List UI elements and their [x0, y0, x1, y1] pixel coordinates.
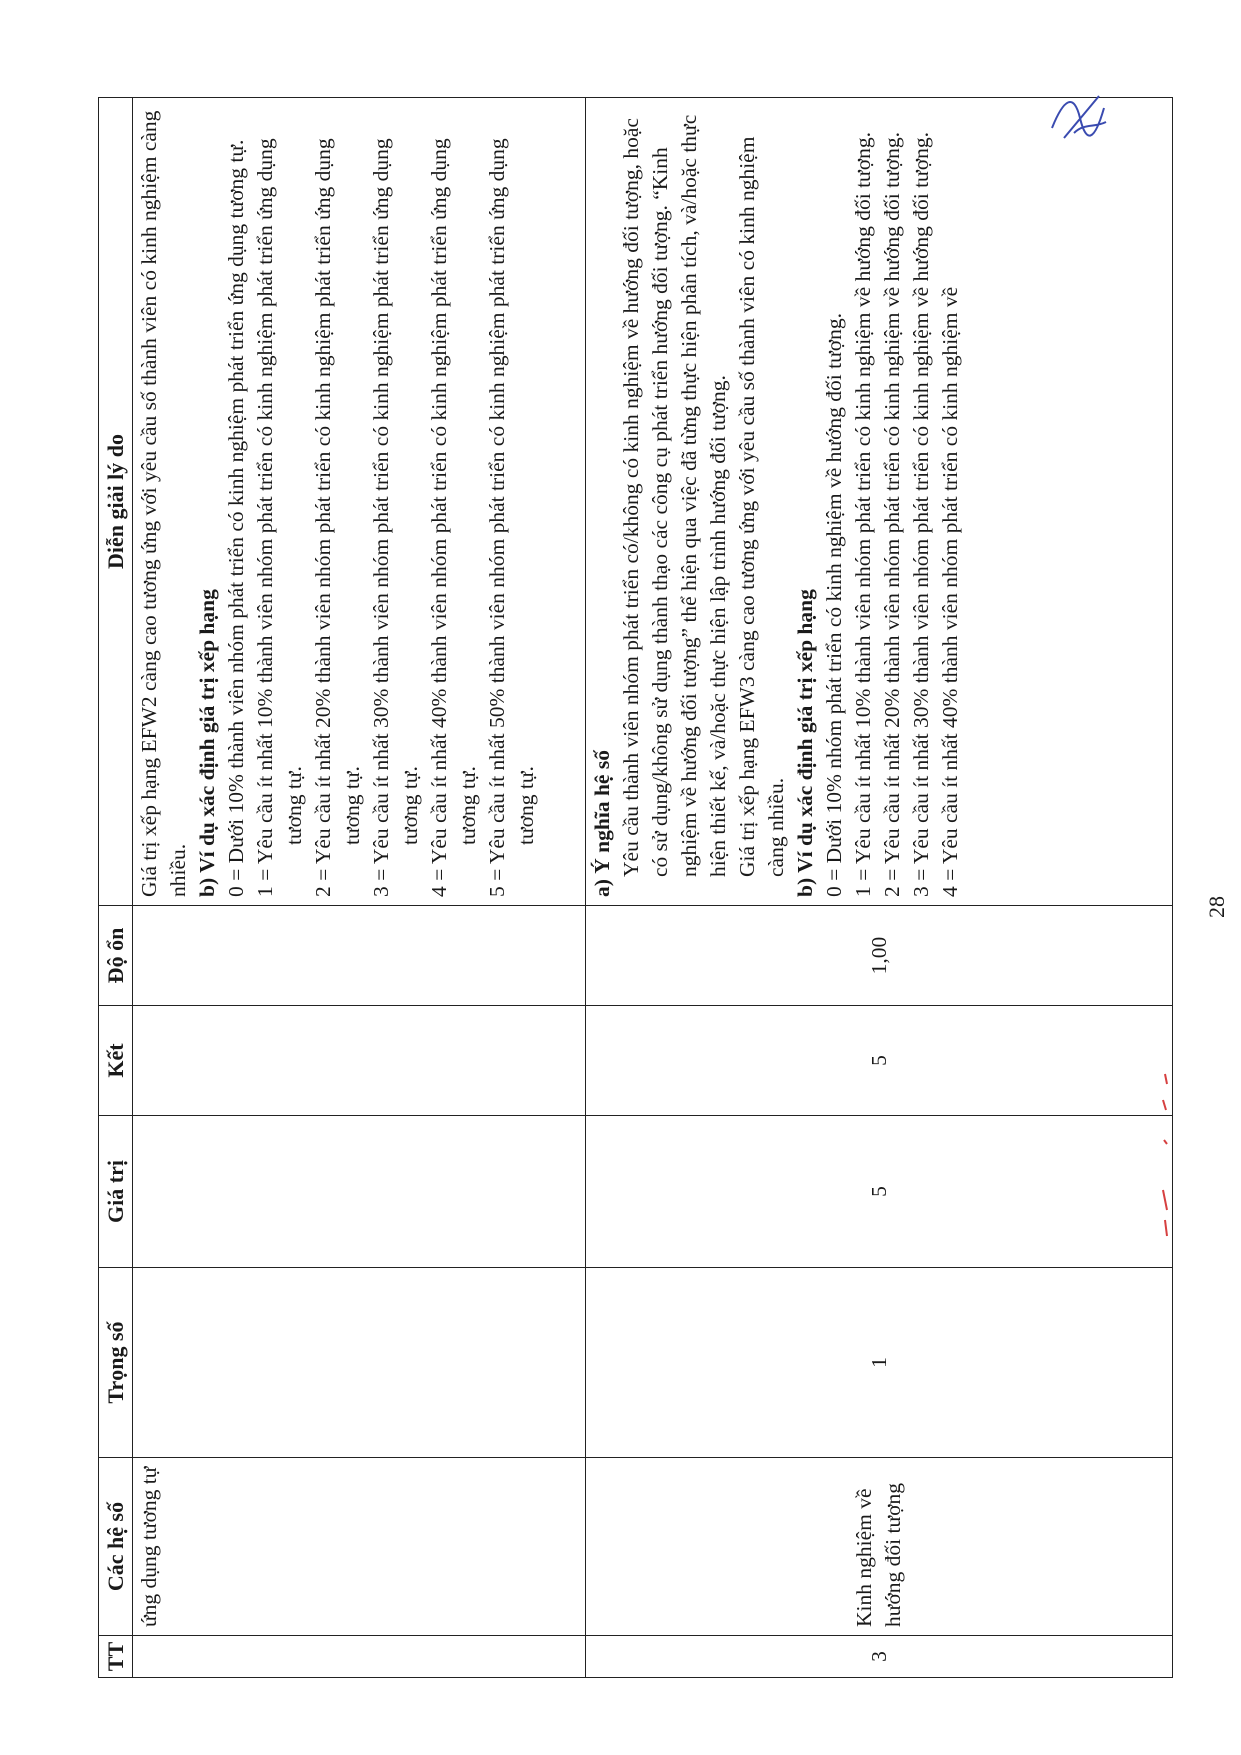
row2-example-0: 0 = Dưới 10% nhóm phát triển có kinh nghiệm về hướng đối tượng.: [822, 313, 846, 897]
row1-example-3: 3 = Yêu cầu ít nhất 30% thành viên nhóm phát triển có kinh nghiệm phát triển ứng dụng tương tự.: [369, 138, 422, 897]
row2-example-1: 1 = Yêu cầu ít nhất 10% thành viên nhóm phát triển có kinh nghiệm về hướng đối tượng.: [851, 132, 875, 897]
row1-stability: [133, 906, 586, 1006]
table-header-row: [99, 98, 133, 1678]
row2-tt: 3: [586, 1636, 1173, 1678]
row2-meaning: Yêu cầu thành viên nhóm phát triển có/không có kinh nghiệm về hướng đối tượng, hoặc có sử dụng/không sử dụng thành thạo các công cụ phát triển hướng đối tượng. “Kinh nghiệm về hướng đối tượng” thể hiện qua việc đã từng thực hiện phân tích, và/hoặc thực hiện thiết kế, và/hoặc thực hiện lập trình hướng đối tượng.: [619, 114, 730, 877]
header-name: Các hệ số: [99, 1458, 133, 1636]
row1-value: [133, 1116, 586, 1268]
row1-example-1: 1 = Yêu cầu ít nhất 10% thành viên nhóm phát triển có kinh nghiệm phát triển ứng dụng tương tự.: [253, 138, 306, 897]
header-stability: Độ ổn: [99, 906, 133, 1006]
row1-example-5: 5 = Yêu cầu ít nhất 50% thành viên nhóm phát triển có kinh nghiệm phát triển ứng dụng tương tự.: [485, 138, 538, 897]
row1-name: ứng dụng tương tự: [133, 1458, 586, 1636]
row1-example-0: 0 = Dưới 10% thành viên nhóm phát triển có kinh nghiệm phát triển ứng dụng tương tự.: [224, 139, 248, 897]
row1-tt: [133, 1636, 586, 1678]
row2-example-3: 3 = Yêu cầu ít nhất 30% thành viên nhóm phát triển có kinh nghiệm về hướng đối tượng.: [909, 132, 933, 897]
row1-intro: Giá trị xếp hạng EFW2 càng cao tương ứng với yêu cầu số thành viên có kinh nghiệm càng nhiều.: [137, 110, 190, 897]
row1-weight: [133, 1268, 586, 1458]
table-row: [133, 98, 586, 1678]
row2-stability: 1,00: [586, 906, 1173, 1006]
row2-meaning2: Giá trị xếp hạng EFW3 càng cao tương ứng với yêu cầu số thành viên có kinh nghiệm càng nhiều.: [735, 136, 788, 877]
row2-name: Kinh nghiệm về hướng đối tượng: [586, 1458, 1173, 1636]
row1-examples-title: b) Ví dụ xác định giá trị xếp hạng: [195, 589, 219, 897]
row1-example-4: 4 = Yêu cầu ít nhất 40% thành viên nhóm phát triển có kinh nghiệm phát triển ứng dụng tương tự.: [427, 138, 480, 897]
row1-example-2: 2 = Yêu cầu ít nhất 20% thành viên nhóm phát triển có kinh nghiệm phát triển ứng dụng tương tự.: [311, 138, 364, 897]
coefficient-table: [98, 97, 1173, 1678]
row2-value: 5: [586, 1116, 1173, 1268]
row2-weight: 1: [586, 1268, 1173, 1458]
row2-example-2: 2 = Yêu cầu ít nhất 20% thành viên nhóm phát triển có kinh nghiệm về hướng đối tượng.: [880, 132, 904, 897]
row2-meaning-title: a) Ý nghĩa hệ số: [590, 750, 614, 897]
header-weight: Trọng số: [99, 1268, 133, 1458]
row1-description: [133, 98, 586, 906]
row2-description: [586, 98, 1173, 906]
table-row: [586, 98, 1173, 1678]
header-description: Diễn giải lý do: [99, 98, 133, 906]
row2-example-4: 4 = Yêu cầu ít nhất 40% thành viên nhóm phát triển có kinh nghiệm về: [938, 286, 962, 897]
rotated-page: [98, 23, 1238, 1678]
header-tt: TT: [99, 1636, 133, 1678]
stamp-mark-icon: [1155, 1070, 1175, 1240]
row2-result: 5: [586, 1006, 1173, 1116]
page-number: 28: [1204, 896, 1229, 918]
header-value: Giá trị: [99, 1116, 133, 1268]
row1-result: [133, 1006, 586, 1116]
signature-icon: [1044, 88, 1116, 148]
row2-examples-title: b) Ví dụ xác định giá trị xếp hạng: [793, 589, 817, 897]
header-result: Kết: [99, 1006, 133, 1116]
